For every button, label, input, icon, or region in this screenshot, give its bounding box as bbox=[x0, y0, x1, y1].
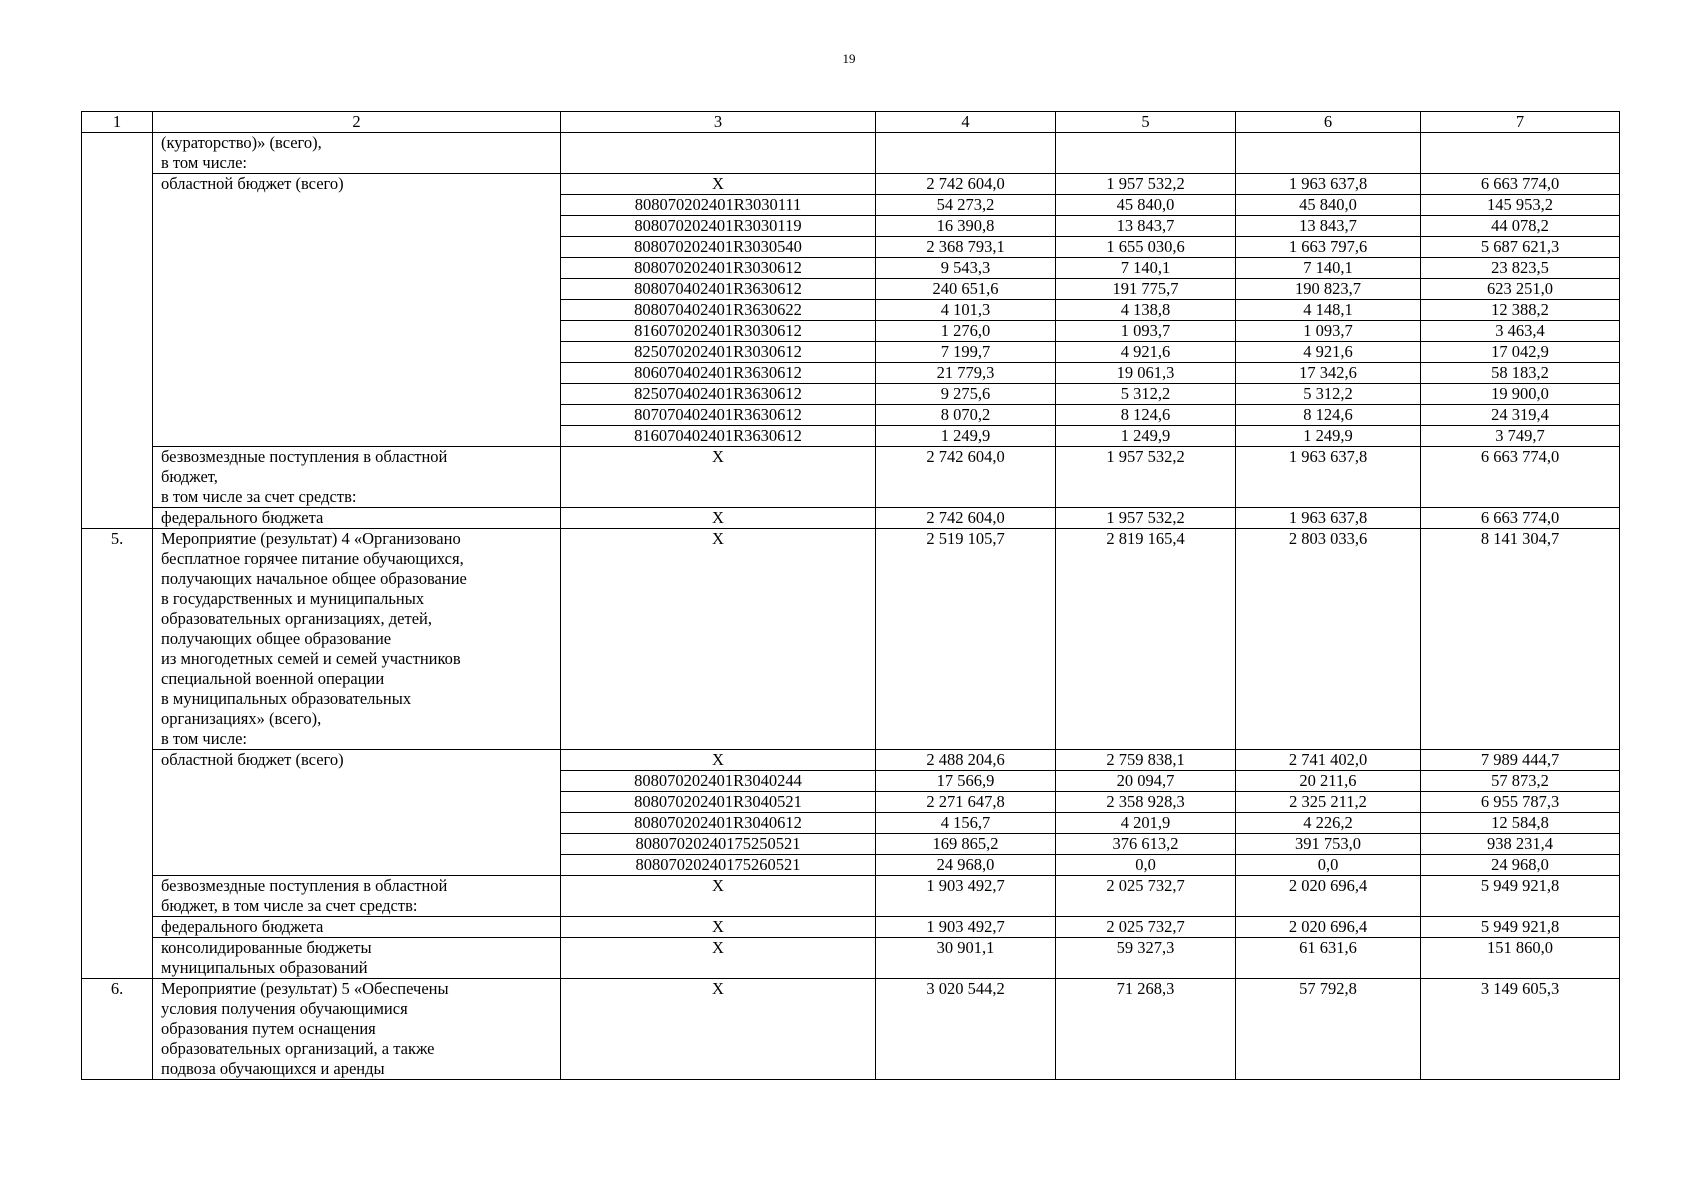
value-year-3: 2 803 033,6 bbox=[1236, 529, 1421, 750]
budget-code: 808070202401R3040244 bbox=[561, 771, 876, 792]
value-total: 8 141 304,7 bbox=[1421, 529, 1620, 750]
value-total: 3 749,7 bbox=[1421, 426, 1620, 447]
table-row bbox=[82, 876, 1620, 917]
row-description: безвозмездные поступления в областной бюджет, в том числе за счет средств: bbox=[153, 447, 561, 508]
budget-code: 808070202401R3040521 bbox=[561, 792, 876, 813]
value-year-3: 4 148,1 bbox=[1236, 300, 1421, 321]
value-total: 44 078,2 bbox=[1421, 216, 1620, 237]
value-year-2 bbox=[1056, 133, 1236, 174]
table-row bbox=[82, 750, 1620, 771]
value-year-1: 17 566,9 bbox=[876, 771, 1056, 792]
budget-code: X bbox=[561, 750, 876, 771]
value-year-2: 1 957 532,2 bbox=[1056, 508, 1236, 529]
budget-code: 806070402401R3630612 bbox=[561, 363, 876, 384]
row-number: 6. bbox=[82, 979, 153, 1080]
value-year-2: 71 268,3 bbox=[1056, 979, 1236, 1080]
value-year-1: 1 903 492,7 bbox=[876, 917, 1056, 938]
row-description: безвозмездные поступления в областной бюджет, в том числе за счет средств: bbox=[153, 876, 561, 917]
value-total: 24 968,0 bbox=[1421, 855, 1620, 876]
value-year-3: 13 843,7 bbox=[1236, 216, 1421, 237]
value-year-1: 2 742 604,0 bbox=[876, 174, 1056, 195]
value-total bbox=[1421, 133, 1620, 174]
value-total: 6 663 774,0 bbox=[1421, 508, 1620, 529]
value-total: 6 663 774,0 bbox=[1421, 174, 1620, 195]
value-year-2: 1 957 532,2 bbox=[1056, 174, 1236, 195]
header-cell-4: 4 bbox=[876, 112, 1056, 133]
value-year-1: 4 156,7 bbox=[876, 813, 1056, 834]
value-year-2: 5 312,2 bbox=[1056, 384, 1236, 405]
value-year-1: 240 651,6 bbox=[876, 279, 1056, 300]
value-year-1: 2 742 604,0 bbox=[876, 508, 1056, 529]
value-year-3 bbox=[1236, 133, 1421, 174]
value-year-1 bbox=[876, 133, 1056, 174]
value-year-1: 1 249,9 bbox=[876, 426, 1056, 447]
value-total: 145 953,2 bbox=[1421, 195, 1620, 216]
value-total: 12 388,2 bbox=[1421, 300, 1620, 321]
value-year-3: 1 963 637,8 bbox=[1236, 447, 1421, 508]
budget-code: 808070202401R3030119 bbox=[561, 216, 876, 237]
value-year-2: 1 093,7 bbox=[1056, 321, 1236, 342]
table-row bbox=[82, 529, 1620, 750]
table-row bbox=[82, 447, 1620, 508]
row-description: Мероприятие (результат) 4 «Организовано бесплатное горячее питание обучающихся, получающих начальное общее образование в государственных и муниципальных образовательных организациях, детей, получающих общее образование из многодетных семей и семей участников специальной военной операции в муниципальных образовательных организациях» (всего), в том числе: bbox=[153, 529, 561, 750]
value-year-3: 1 663 797,6 bbox=[1236, 237, 1421, 258]
row-description: областной бюджет (всего) bbox=[153, 750, 561, 876]
value-year-2: 19 061,3 bbox=[1056, 363, 1236, 384]
budget-table bbox=[81, 111, 1620, 1080]
value-year-3: 5 312,2 bbox=[1236, 384, 1421, 405]
value-year-1: 9 275,6 bbox=[876, 384, 1056, 405]
value-year-1: 24 968,0 bbox=[876, 855, 1056, 876]
value-year-1: 3 020 544,2 bbox=[876, 979, 1056, 1080]
value-year-1: 2 488 204,6 bbox=[876, 750, 1056, 771]
budget-code: 807070402401R3630612 bbox=[561, 405, 876, 426]
budget-code: 808070402401R3630612 bbox=[561, 279, 876, 300]
header-cell-6: 6 bbox=[1236, 112, 1421, 133]
budget-code: 808070202401R3030111 bbox=[561, 195, 876, 216]
value-year-2: 4 921,6 bbox=[1056, 342, 1236, 363]
table-row bbox=[82, 938, 1620, 979]
value-year-1: 1 903 492,7 bbox=[876, 876, 1056, 917]
budget-code: 80807020240175260521 bbox=[561, 855, 876, 876]
value-year-3: 4 226,2 bbox=[1236, 813, 1421, 834]
header-cell-5: 5 bbox=[1056, 112, 1236, 133]
value-year-2: 1 655 030,6 bbox=[1056, 237, 1236, 258]
value-year-2: 1 249,9 bbox=[1056, 426, 1236, 447]
value-year-3: 190 823,7 bbox=[1236, 279, 1421, 300]
value-year-3: 4 921,6 bbox=[1236, 342, 1421, 363]
value-year-3: 2 741 402,0 bbox=[1236, 750, 1421, 771]
budget-code: 808070202401R3030612 bbox=[561, 258, 876, 279]
budget-code: X bbox=[561, 876, 876, 917]
value-year-2: 59 327,3 bbox=[1056, 938, 1236, 979]
value-year-3: 20 211,6 bbox=[1236, 771, 1421, 792]
value-year-2: 45 840,0 bbox=[1056, 195, 1236, 216]
budget-code: X bbox=[561, 917, 876, 938]
value-year-3: 1 963 637,8 bbox=[1236, 174, 1421, 195]
value-total: 12 584,8 bbox=[1421, 813, 1620, 834]
value-year-2: 4 201,9 bbox=[1056, 813, 1236, 834]
value-year-3: 1 093,7 bbox=[1236, 321, 1421, 342]
value-year-2: 13 843,7 bbox=[1056, 216, 1236, 237]
row-description: Мероприятие (результат) 5 «Обеспечены условия получения обучающимися образования путем оснащения образовательных организаций, а также подвоза обучающихся и аренды bbox=[153, 979, 561, 1080]
header-cell-2: 2 bbox=[153, 112, 561, 133]
budget-code: 816070402401R3630612 bbox=[561, 426, 876, 447]
value-total: 5 949 921,8 bbox=[1421, 917, 1620, 938]
value-total: 938 231,4 bbox=[1421, 834, 1620, 855]
value-year-1: 21 779,3 bbox=[876, 363, 1056, 384]
value-year-3: 45 840,0 bbox=[1236, 195, 1421, 216]
row-description: (кураторство)» (всего), в том числе: bbox=[153, 133, 561, 174]
value-year-1: 54 273,2 bbox=[876, 195, 1056, 216]
value-year-2: 2 759 838,1 bbox=[1056, 750, 1236, 771]
budget-code: X bbox=[561, 508, 876, 529]
value-total: 17 042,9 bbox=[1421, 342, 1620, 363]
value-total: 151 860,0 bbox=[1421, 938, 1620, 979]
value-total: 6 663 774,0 bbox=[1421, 447, 1620, 508]
header-cell-1: 1 bbox=[82, 112, 153, 133]
value-total: 57 873,2 bbox=[1421, 771, 1620, 792]
row-description: областной бюджет (всего) bbox=[153, 174, 561, 447]
table-row bbox=[82, 133, 1620, 174]
value-year-3: 2 325 211,2 bbox=[1236, 792, 1421, 813]
value-year-1: 7 199,7 bbox=[876, 342, 1056, 363]
budget-code: 80807020240175250521 bbox=[561, 834, 876, 855]
value-year-3: 2 020 696,4 bbox=[1236, 876, 1421, 917]
value-year-3: 0,0 bbox=[1236, 855, 1421, 876]
row-number: 5. bbox=[82, 529, 153, 979]
budget-code: 808070202401R3040612 bbox=[561, 813, 876, 834]
value-total: 3 463,4 bbox=[1421, 321, 1620, 342]
value-year-3: 1 963 637,8 bbox=[1236, 508, 1421, 529]
value-total: 58 183,2 bbox=[1421, 363, 1620, 384]
value-year-1: 4 101,3 bbox=[876, 300, 1056, 321]
value-year-3: 61 631,6 bbox=[1236, 938, 1421, 979]
value-year-2: 0,0 bbox=[1056, 855, 1236, 876]
budget-code: X bbox=[561, 938, 876, 979]
value-year-3: 8 124,6 bbox=[1236, 405, 1421, 426]
value-year-1: 2 519 105,7 bbox=[876, 529, 1056, 750]
value-total: 23 823,5 bbox=[1421, 258, 1620, 279]
budget-code: 816070202401R3030612 bbox=[561, 321, 876, 342]
value-year-3: 7 140,1 bbox=[1236, 258, 1421, 279]
row-description: консолидированные бюджеты муниципальных образований bbox=[153, 938, 561, 979]
budget-code: X bbox=[561, 447, 876, 508]
value-year-3: 2 020 696,4 bbox=[1236, 917, 1421, 938]
value-year-1: 1 276,0 bbox=[876, 321, 1056, 342]
value-year-1: 16 390,8 bbox=[876, 216, 1056, 237]
header-row bbox=[82, 112, 1620, 133]
value-year-2: 376 613,2 bbox=[1056, 834, 1236, 855]
table-row bbox=[82, 508, 1620, 529]
value-year-2: 2 358 928,3 bbox=[1056, 792, 1236, 813]
value-total: 5 687 621,3 bbox=[1421, 237, 1620, 258]
value-year-1: 2 742 604,0 bbox=[876, 447, 1056, 508]
value-total: 3 149 605,3 bbox=[1421, 979, 1620, 1080]
value-year-1: 169 865,2 bbox=[876, 834, 1056, 855]
value-total: 24 319,4 bbox=[1421, 405, 1620, 426]
row-number bbox=[82, 133, 153, 529]
value-year-3: 391 753,0 bbox=[1236, 834, 1421, 855]
table-row bbox=[82, 917, 1620, 938]
value-total: 5 949 921,8 bbox=[1421, 876, 1620, 917]
value-total: 6 955 787,3 bbox=[1421, 792, 1620, 813]
table-row bbox=[82, 979, 1620, 1080]
value-year-2: 2 025 732,7 bbox=[1056, 876, 1236, 917]
budget-code: 808070402401R3630622 bbox=[561, 300, 876, 321]
budget-code: X bbox=[561, 979, 876, 1080]
header-cell-3: 3 bbox=[561, 112, 876, 133]
value-year-2: 2 025 732,7 bbox=[1056, 917, 1236, 938]
value-total: 7 989 444,7 bbox=[1421, 750, 1620, 771]
value-year-3: 1 249,9 bbox=[1236, 426, 1421, 447]
value-year-1: 2 271 647,8 bbox=[876, 792, 1056, 813]
budget-code: X bbox=[561, 174, 876, 195]
budget-code: 808070202401R3030540 bbox=[561, 237, 876, 258]
value-year-3: 17 342,6 bbox=[1236, 363, 1421, 384]
budget-code: 825070402401R3630612 bbox=[561, 384, 876, 405]
budget-code bbox=[561, 133, 876, 174]
value-year-2: 7 140,1 bbox=[1056, 258, 1236, 279]
value-year-3: 57 792,8 bbox=[1236, 979, 1421, 1080]
row-description: федерального бюджета bbox=[153, 917, 561, 938]
value-year-1: 9 543,3 bbox=[876, 258, 1056, 279]
value-year-2: 2 819 165,4 bbox=[1056, 529, 1236, 750]
budget-code: X bbox=[561, 529, 876, 750]
budget-code: 825070202401R3030612 bbox=[561, 342, 876, 363]
value-year-1: 2 368 793,1 bbox=[876, 237, 1056, 258]
value-year-2: 8 124,6 bbox=[1056, 405, 1236, 426]
value-year-2: 1 957 532,2 bbox=[1056, 447, 1236, 508]
value-year-1: 8 070,2 bbox=[876, 405, 1056, 426]
value-year-1: 30 901,1 bbox=[876, 938, 1056, 979]
value-total: 623 251,0 bbox=[1421, 279, 1620, 300]
value-year-2: 20 094,7 bbox=[1056, 771, 1236, 792]
value-year-2: 191 775,7 bbox=[1056, 279, 1236, 300]
table-row bbox=[82, 174, 1620, 195]
page-number: 19 bbox=[842, 51, 856, 66]
row-description: федерального бюджета bbox=[153, 508, 561, 529]
value-year-2: 4 138,8 bbox=[1056, 300, 1236, 321]
header-cell-7: 7 bbox=[1421, 112, 1620, 133]
value-total: 19 900,0 bbox=[1421, 384, 1620, 405]
